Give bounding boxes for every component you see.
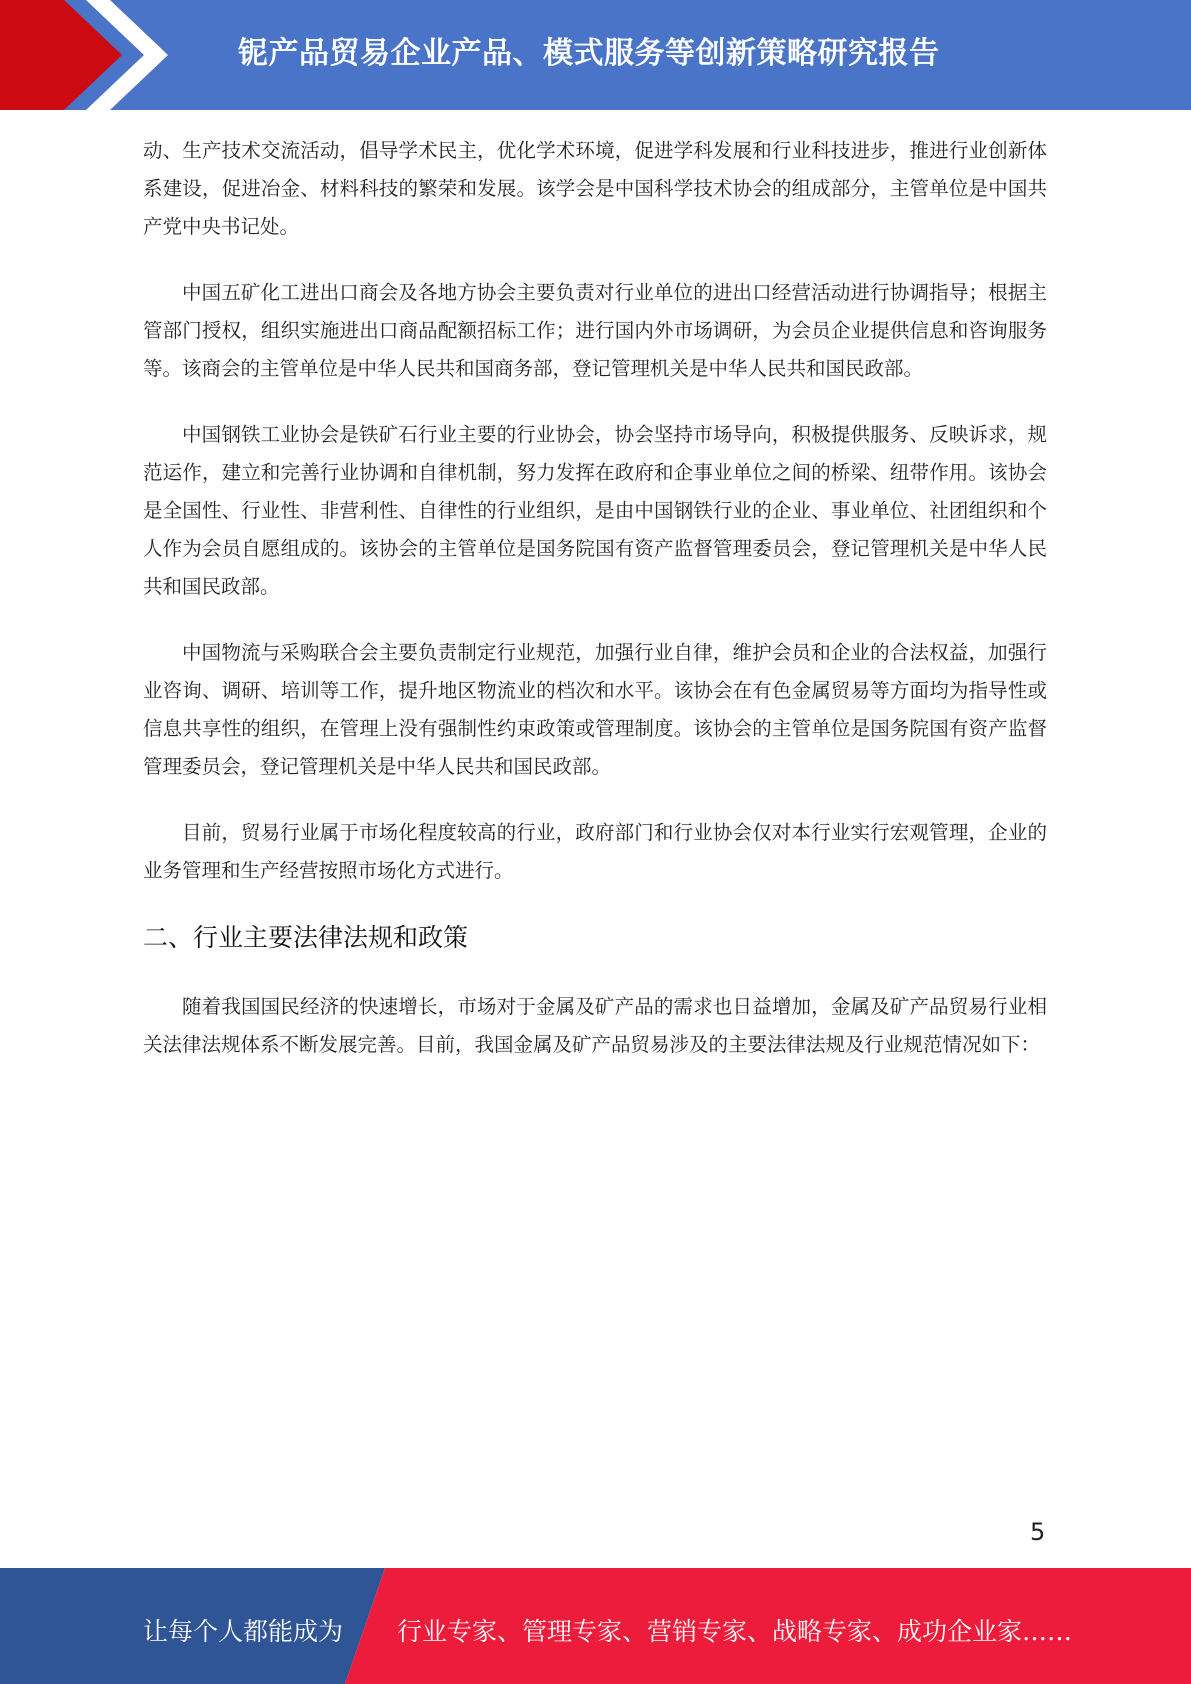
footer-slogan-right: 行业专家、管理专家、营销专家、战略专家、成功企业家…… — [397, 1617, 1073, 1646]
paragraph-minmetals-chamber: 中国五矿化工进出口商会及各地方协会主要负责对行业单位的进出口经营活动进行协调指导；根据主管部门授权，组织实施进出口商品配额招标工作；进行国内外市场调研，为会员企业提供信息和咨询服务等。该商会的主管单位是中华人民共和国商务部，登记管理机关是中华人民共和国民政部。 — [143, 281, 1047, 380]
paragraph-laws-intro: 随着我国国民经济的快速增长，市场对于金属及矿产品的需求也日益增加，金属及矿产品贸易行业相关法律法规体系不断发展完善。目前，我国金属及矿产品贸易涉及的主要法律法规及行业规范情况如下： — [143, 995, 1047, 1056]
paragraph-market-regulation: 目前，贸易行业属于市场化程度较高的行业，政府部门和行业协会仅对本行业实行宏观管理，企业的业务管理和生产经营按照市场化方式进行。 — [143, 821, 1047, 882]
page-footer — [0, 1568, 1191, 1684]
paragraph-continuation: 动、生产技术交流活动，倡导学术民主，优化学术环境，促进学科发展和行业科技进步，推进行业创新体系建设，促进冶金、材料科技的繁荣和发展。该学会是中国科学技术协会的组成部分，主管单位是中国共产党中央书记处。 — [143, 139, 1047, 238]
section-heading: 二、行业主要法律法规和政策 — [143, 923, 469, 952]
report-title: 铌产品贸易企业产品、模式服务等创新策略研究报告 — [238, 36, 940, 71]
paragraph-logistics-federation: 中国物流与采购联合会主要负责制定行业规范，加强行业自律，维护会员和企业的合法权益，加强行业咨询、调研、培训等工作，提升地区物流业的档次和水平。该协会在有色金属贸易等方面均为指导性或信息共享性的组织，在管理上没有强制性约束政策或管理制度。该协会的主管单位是国务院国有资产监督管理委员会，登记管理机关是中华人民共和国民政部。 — [143, 641, 1047, 778]
paragraph-steel-association: 中国钢铁工业协会是铁矿石行业主要的行业协会，协会坚持市场导向，积极提供服务、反映诉求，规范运作，建立和完善行业协调和自律机制，努力发挥在政府和企事业单位之间的桥梁、纽带作用。该协会是全国性、行业性、非营利性、自律性的行业组织，是由中国钢铁行业的企业、事业单位、社团组织和个人作为会员自愿组成的。该协会的主管单位是国务院国有资产监督管理委员会，登记管理机关是中华人民共和国民政部。 — [143, 423, 1047, 598]
footer-slogan-left: 让每个人都能成为 — [143, 1617, 344, 1646]
page-header — [0, 0, 1191, 110]
page-number: 5 — [1030, 1518, 1046, 1546]
document-body — [143, 132, 1047, 1092]
